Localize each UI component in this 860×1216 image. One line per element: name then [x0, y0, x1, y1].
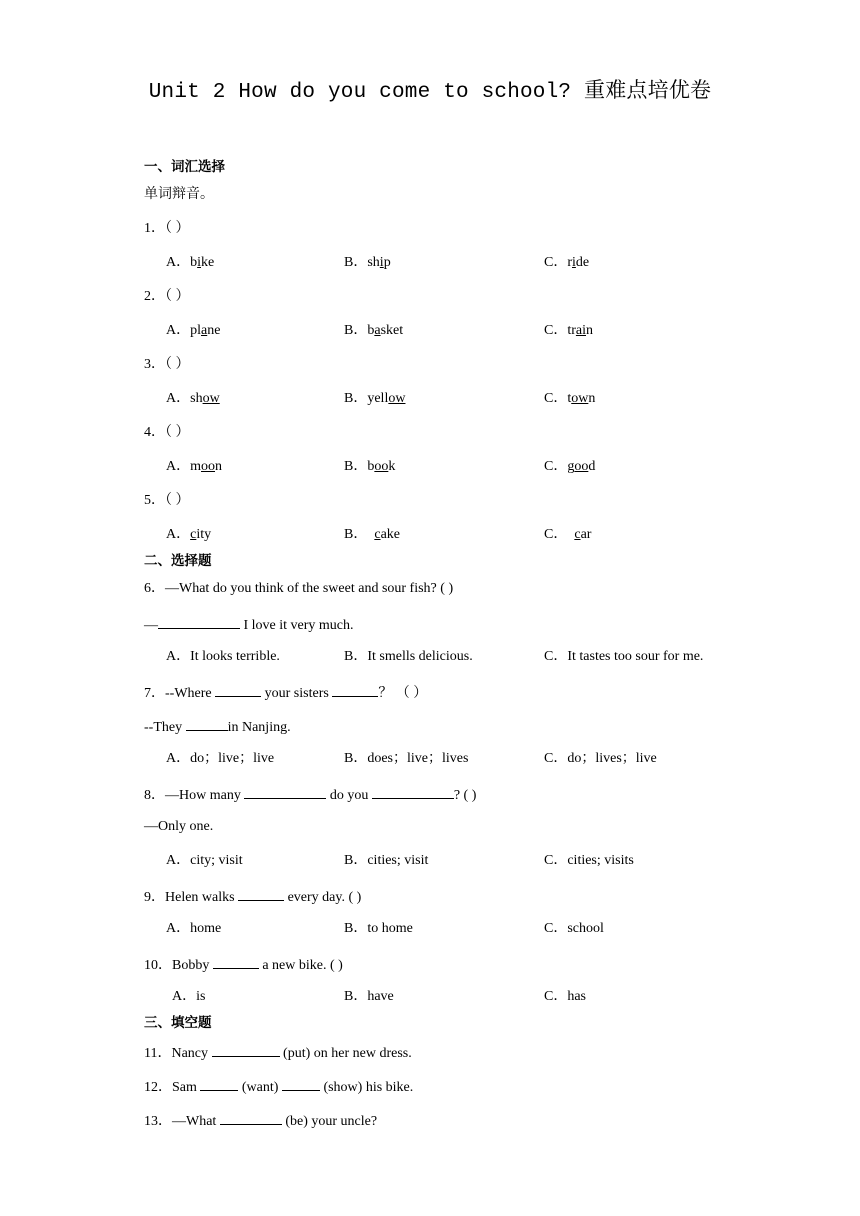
option-text: ake — [380, 527, 400, 542]
section-heading-vocabulary: 一、词汇选择 — [144, 159, 225, 175]
question-9-stem: 9．Helen walks every day. ( ) — [144, 886, 361, 907]
question-8-option-a[interactable]: A．city; visit — [166, 853, 243, 868]
option-text: A． — [166, 323, 191, 338]
underlined-letters: ow — [202, 391, 220, 406]
question-6-option-c[interactable]: C．It tastes too sour for me. — [544, 649, 704, 664]
option-text: B． — [344, 391, 368, 406]
section-heading-fill: 三、填空题 — [144, 1015, 212, 1031]
question-10-option-a[interactable]: A．is — [172, 989, 206, 1004]
underlined-letters: ai — [575, 323, 587, 338]
option-text: ke — [201, 255, 215, 270]
answer-blank[interactable] — [215, 682, 261, 697]
vocab-question-3-option-a[interactable] — [166, 390, 220, 408]
question-9-option-b[interactable]: B．to home — [344, 921, 413, 936]
option-text: t — [567, 391, 572, 406]
underlined-letters: oo — [201, 459, 216, 474]
answer-blank[interactable] — [200, 1076, 238, 1091]
option-text: C． — [544, 527, 568, 542]
option-text: B． — [344, 255, 368, 270]
answer-blank[interactable] — [244, 784, 326, 799]
question-9-option-a[interactable]: A．home — [166, 921, 222, 936]
option-text: ar — [580, 527, 592, 542]
question-8-stem: 8．—How many do you ? ( ) — [144, 784, 476, 805]
question-10-option-c[interactable]: C．has — [544, 989, 586, 1004]
vocab-question-5-option-c[interactable] — [544, 526, 591, 544]
underlined-letters: i — [197, 255, 202, 270]
answer-blank[interactable] — [212, 1042, 280, 1057]
vocab-question-4-option-b[interactable] — [344, 458, 395, 476]
question-6-option-a[interactable]: A．It looks terrible. — [166, 649, 280, 664]
option-text: A． — [166, 255, 191, 270]
question-7-option-a[interactable]: A．do；live；live — [166, 751, 275, 766]
answer-blank[interactable] — [332, 682, 378, 697]
answer-blank[interactable] — [186, 716, 228, 731]
underlined-letters: a — [201, 323, 208, 338]
option-text: sh — [190, 391, 203, 406]
question-11: 11．Nancy (put) on her new dress. — [144, 1042, 412, 1063]
question-8-option-c[interactable]: C．cities; visits — [544, 853, 634, 868]
option-text: pl — [190, 323, 202, 338]
option-text: b — [367, 323, 375, 338]
underlined-letters: a — [374, 323, 381, 338]
question-7-line2: --They in Nanjing. — [144, 716, 291, 737]
underlined-letters: c — [574, 527, 581, 542]
option-text: C． — [544, 391, 568, 406]
question-8-line2: —Only one. — [144, 819, 214, 834]
question-13: 13．—What (be) your uncle? — [144, 1110, 377, 1131]
vocab-question-1-number: 1．（ ） — [144, 221, 190, 236]
section-instruction: 单词辩音。 — [144, 187, 214, 202]
question-7-stem: 7．--Where your sisters ？ （ ） — [144, 682, 427, 703]
underlined-letters: i — [379, 255, 384, 270]
question-12: 12．Sam (want) (show) his bike. — [144, 1076, 413, 1097]
vocab-question-2-option-b[interactable] — [344, 322, 403, 340]
option-text: A． — [166, 459, 191, 474]
option-text: n — [215, 459, 223, 474]
option-text: de — [575, 255, 590, 270]
option-text: b — [367, 459, 375, 474]
vocab-question-2-option-a[interactable] — [166, 322, 220, 340]
vocab-question-2-number: 2．（ ） — [144, 289, 190, 304]
option-text: sket — [380, 323, 404, 338]
option-text: A． — [166, 391, 191, 406]
vocab-question-1-option-a[interactable] — [166, 254, 214, 272]
option-text: A． — [166, 527, 191, 542]
option-text: C． — [544, 459, 568, 474]
section-heading-choice: 二、选择题 — [144, 553, 212, 569]
answer-blank[interactable] — [372, 784, 454, 799]
question-6-stem: 6．—What do you think of the sweet and sour fish? ( ) — [144, 581, 454, 596]
answer-blank[interactable] — [282, 1076, 320, 1091]
answer-blank[interactable] — [158, 614, 240, 629]
underlined-letters: oo — [374, 459, 389, 474]
vocab-question-5-option-b[interactable] — [344, 526, 400, 544]
vocab-question-3-option-c[interactable] — [544, 390, 595, 408]
option-text: n — [586, 323, 594, 338]
vocab-question-3-number: 3．（ ） — [144, 357, 190, 372]
answer-blank[interactable] — [213, 954, 259, 969]
vocab-question-2-option-c[interactable] — [544, 322, 593, 340]
page-title: Unit 2 How do you come to school? 重难点培优卷 — [148, 81, 712, 104]
option-text: ity — [196, 527, 212, 542]
question-9-option-c[interactable]: C．school — [544, 921, 604, 936]
vocab-question-5-number: 5．（ ） — [144, 493, 190, 508]
question-10-stem: 10．Bobby a new bike. ( ) — [144, 954, 343, 975]
option-text: C． — [544, 255, 568, 270]
option-text: B． — [344, 459, 368, 474]
underlined-letters: ow — [388, 391, 406, 406]
underlined-letters: c — [190, 527, 197, 542]
vocab-question-4-option-a[interactable] — [166, 458, 222, 476]
option-text: r — [567, 255, 573, 270]
option-text: b — [190, 255, 198, 270]
question-6-option-b[interactable]: B．It smells delicious. — [344, 649, 473, 664]
question-8-option-b[interactable]: B．cities; visit — [344, 853, 429, 868]
option-text: p — [383, 255, 391, 270]
underlined-letters: i — [572, 255, 576, 270]
option-text: B． — [344, 527, 368, 542]
option-text: n — [588, 391, 596, 406]
question-7-option-c[interactable]: C．do；lives；live — [544, 751, 657, 766]
option-text: g — [567, 459, 575, 474]
vocab-question-4-option-c[interactable] — [544, 458, 595, 476]
option-text: d — [588, 459, 596, 474]
option-text: C． — [544, 323, 568, 338]
option-text: sh — [367, 255, 380, 270]
answer-blank[interactable] — [220, 1110, 282, 1125]
question-10-option-b[interactable]: B．have — [344, 989, 394, 1004]
underlined-letters: ow — [571, 391, 589, 406]
vocab-question-3-option-b[interactable] — [344, 390, 405, 408]
vocab-question-1-option-c[interactable] — [544, 254, 589, 272]
underlined-letters: c — [374, 527, 381, 542]
vocab-question-4-number: 4．（ ） — [144, 425, 190, 440]
vocab-question-5-option-a[interactable] — [166, 526, 211, 544]
option-text: k — [388, 459, 396, 474]
vocab-question-1-option-b[interactable] — [344, 254, 391, 272]
option-text: m — [190, 459, 202, 474]
option-text: ne — [207, 323, 221, 338]
question-7-option-b[interactable]: B．does；live；lives — [344, 751, 469, 766]
option-text: yell — [367, 391, 389, 406]
underlined-letters: oo — [574, 459, 589, 474]
option-text: B． — [344, 323, 368, 338]
question-6-line2: — I love it very much. — [144, 614, 354, 635]
answer-blank[interactable] — [238, 886, 284, 901]
option-text: tr — [567, 323, 576, 338]
